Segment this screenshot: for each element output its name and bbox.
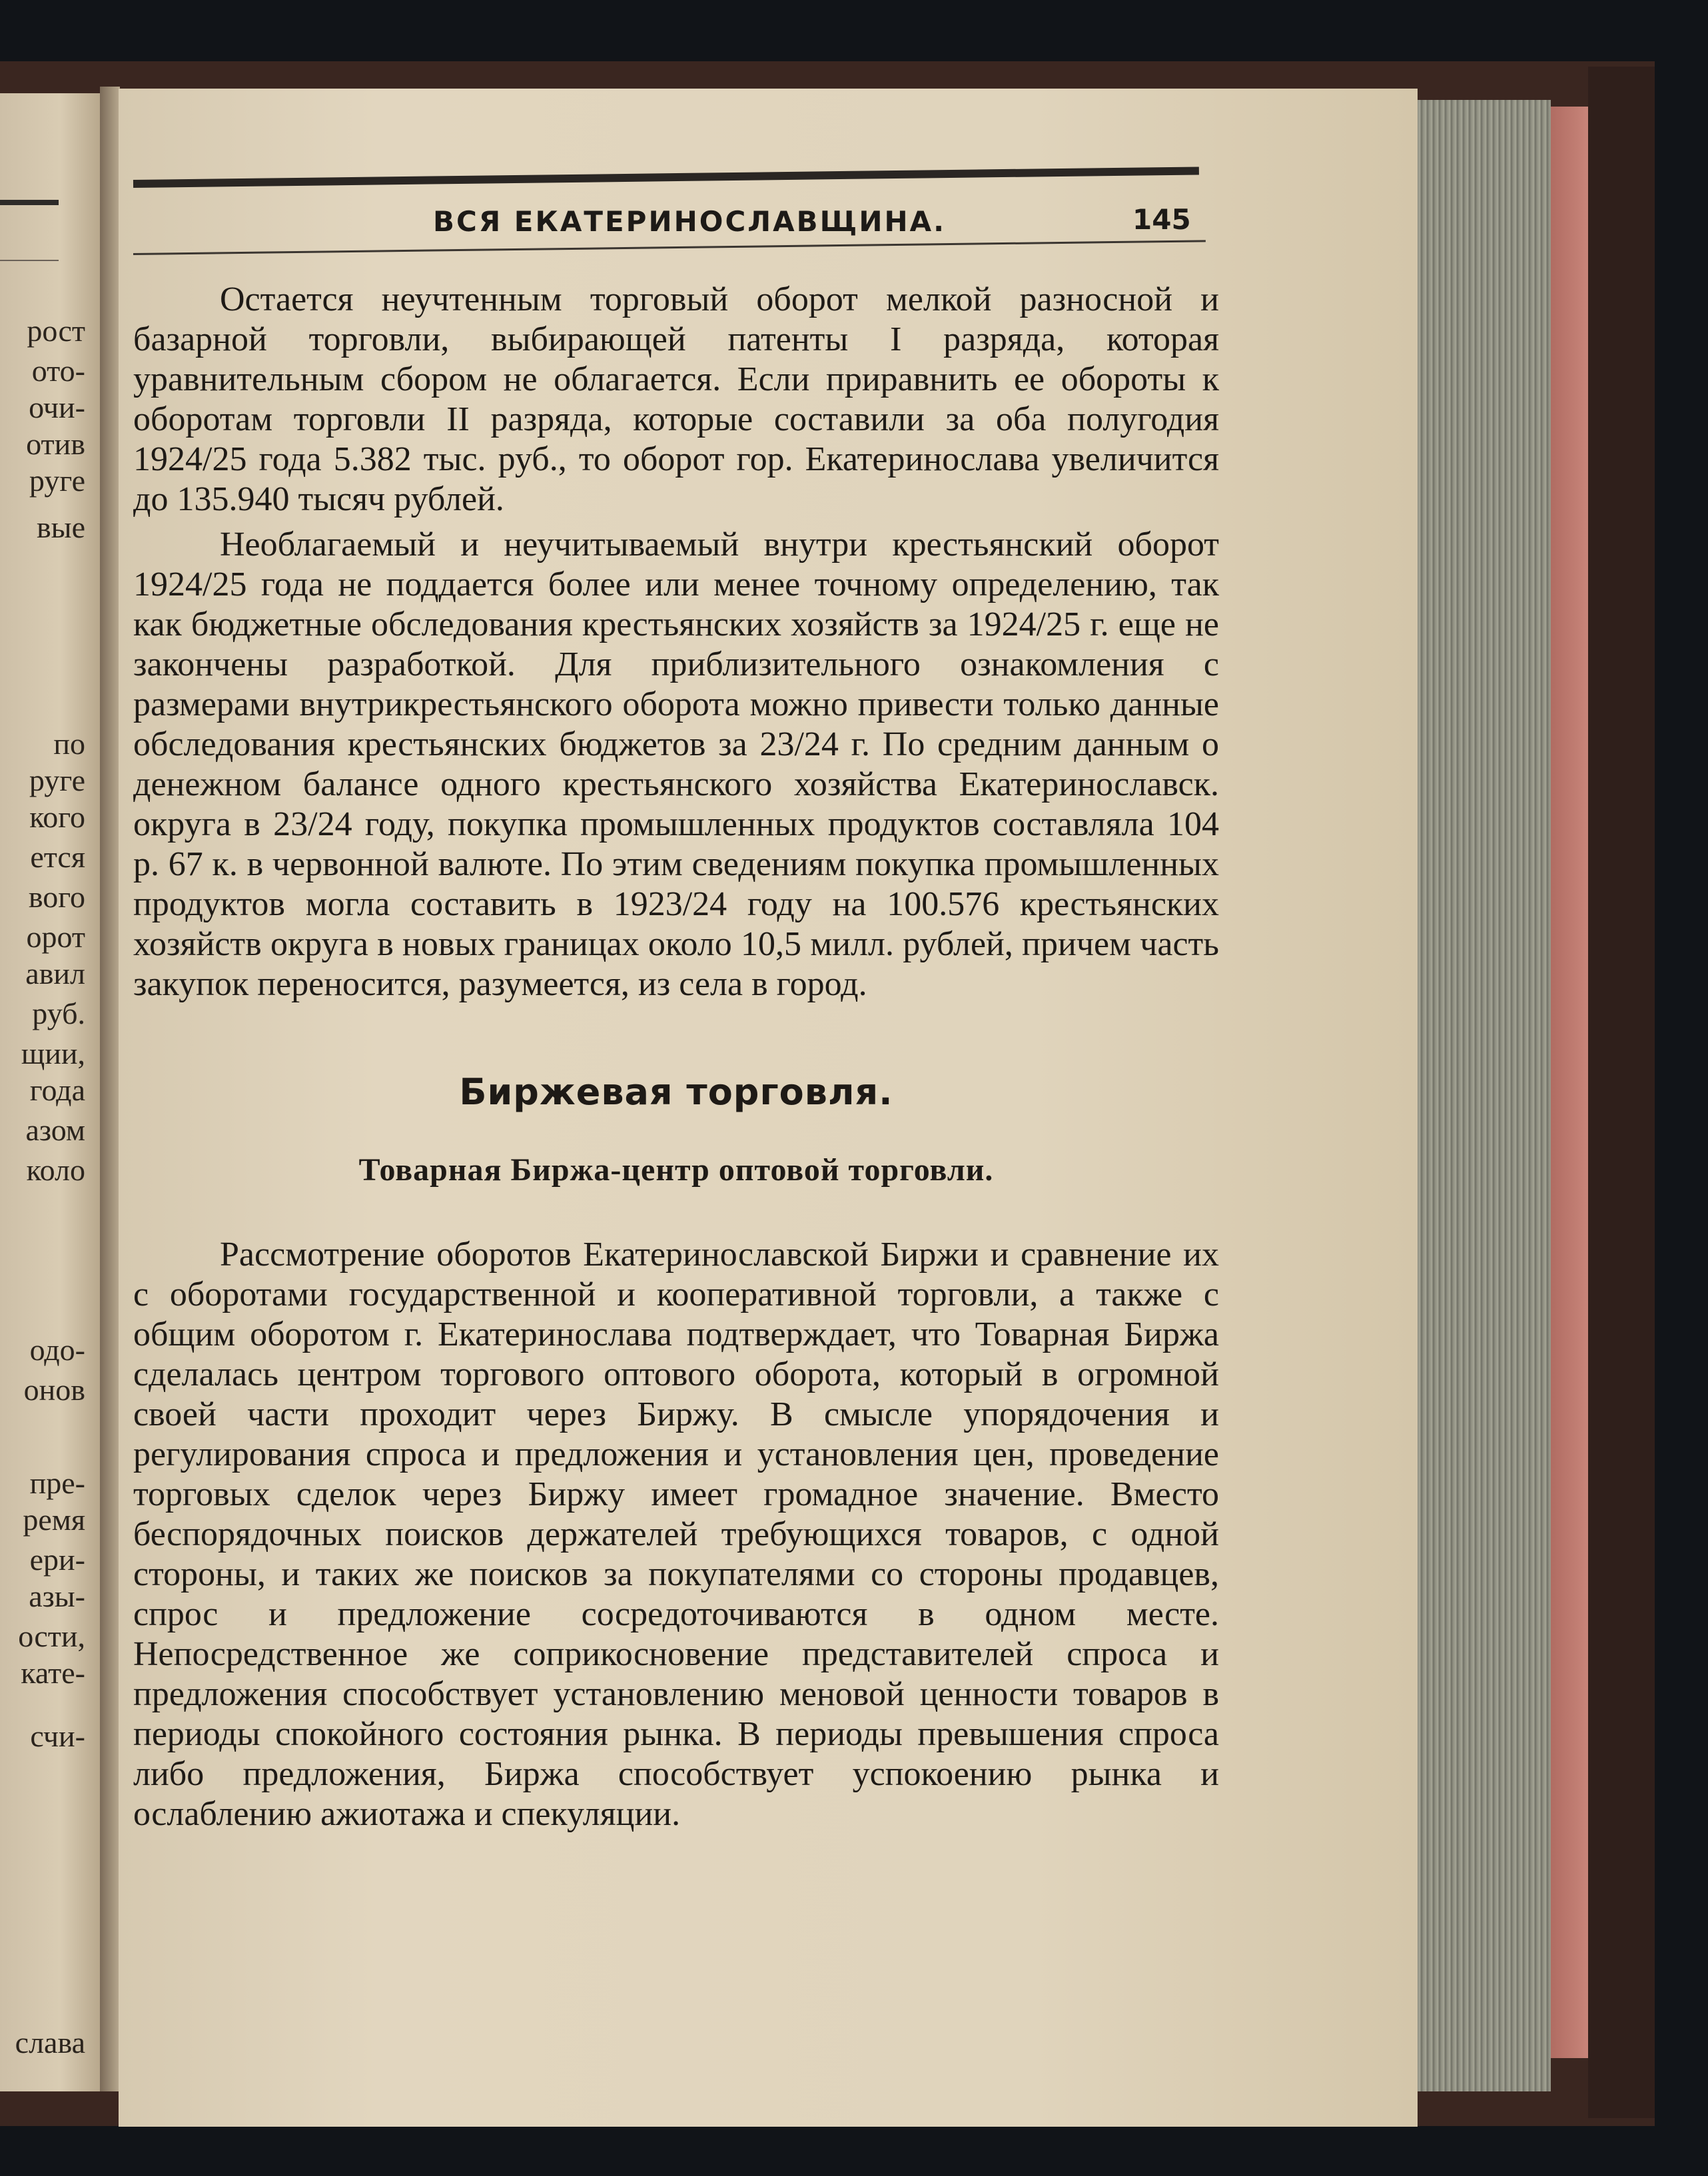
left-page-line-fragment: счи- bbox=[30, 1719, 85, 1753]
left-page-line-fragment: онов bbox=[23, 1373, 85, 1407]
left-page-line-fragment: вые bbox=[36, 510, 85, 544]
left-page-line-fragment: отив bbox=[26, 427, 85, 461]
left-page-line-fragment: пре- bbox=[29, 1466, 85, 1500]
book-cover-edge bbox=[1551, 107, 1588, 2058]
left-page-header-thin-rule bbox=[0, 260, 59, 261]
page-edges bbox=[1418, 100, 1551, 2091]
left-page-line-fragment: ости, bbox=[18, 1619, 85, 1653]
paragraph: Необлагаемый и неучитываемый внутри крестьянский оборот 1924/25 года не поддается более или менее точному определению, так как бюджетные обследования крестьянских хозяйств за 1924/25 г. еще не закончены разработкой. Для приблизительного ознакомления с размерами внутрикрестьянского оборота можно привести только данные обследования крестьянских бюджетов за 23/24 г. По средним данным о денежном балансе одного крестьянского хозяйства Екатеринославск. округа в 23/24 году, покупка промышленных продуктов составляла 104 р. 67 к. в червонной валюте. По этим сведениям покупка промышленных продуктов могла составить в 1923/24 году на 100.576 крестьянских хозяйств округа в новых границах около 10,5 милл. рублей, причем часть закупок переносится, разумеется, из села в город. bbox=[133, 526, 1219, 1003]
left-page-line-fragment: ремя bbox=[23, 1503, 85, 1537]
left-page-line-fragment: ется bbox=[30, 840, 85, 874]
section-paragraph: Рассмотрение оборотов Екатеринославской Биржи и сравнение их с оборотами государственной и кооперативной торговли, а также с общим оборотом г. Екатеринослава подтверждает, что Товарная Биржа сделалась центром торгового оптового оборота, который в огромной своей части проходит через Биржу. В смысле упорядочения и регулирования спроса и предложения и установления цен, проведение торговых сделок через Биржу имеет громадное значение. Вместо беспорядочных поисков держателей требующихся товаров, с одной стороны, и таких же поисков за покупателями со стороны продавцев, спрос и предложение сосредоточиваются в одном месте. Непосредственное же соприкосновение представителей спроса и предложения способствует установлению меновой ценности товаров в периоды спокойного состояния рынка. В периоды превышения спроса либо предложения, Биржа способствует успокоению рынка и ослаблению ажиотажа и спекуляции. bbox=[133, 1236, 1219, 1833]
left-page-line-fragment: руб. bbox=[32, 996, 85, 1030]
left-page-line-fragment: руге bbox=[29, 763, 85, 797]
left-page-line-fragment: вого bbox=[28, 880, 85, 914]
left-page-line-fragment: одо- bbox=[29, 1333, 85, 1367]
left-page-line-fragment: коло bbox=[26, 1153, 85, 1187]
book-cover-back bbox=[1588, 67, 1655, 2118]
left-page-line-fragment: года bbox=[29, 1073, 85, 1107]
left-page-line-fragment: щии, bbox=[21, 1036, 85, 1070]
section-heading: Биржевая торговля. bbox=[459, 1071, 893, 1113]
left-page-line-fragment: очи- bbox=[29, 390, 85, 424]
sub-heading: Товарная Биржа-центр оптовой торговли. bbox=[358, 1152, 994, 1188]
page-number: 145 bbox=[1132, 203, 1191, 236]
left-page-line-fragment: руге bbox=[29, 464, 85, 498]
left-page-line-fragment: азом bbox=[25, 1113, 85, 1147]
left-page-line-fragment: орот bbox=[26, 920, 85, 954]
paragraph: Остается неучтенным торговый оборот мелкой разносной и базарной торговли, выбирающей патенты I разряда, которая уравнительным сбором не облагается. Если приравнить ее обороты к оборотам торговли II разряда, которые составили за оба полугодия 1924/25 года 5.382 тыс. руб., то оборот гор. Екатеринослава увеличится до 135.940 тысяч рублей. bbox=[133, 280, 1219, 518]
left-page-line-fragment: по bbox=[53, 727, 85, 761]
book-gutter bbox=[100, 87, 120, 2091]
left-page-line-fragment: ото- bbox=[31, 354, 85, 388]
left-page-line-fragment: кате- bbox=[21, 1656, 85, 1690]
left-page-line-fragment: слава bbox=[15, 2025, 85, 2059]
running-header-title: ВСЯ ЕКАТЕРИНОСЛАВЩИНА. bbox=[433, 205, 947, 238]
left-page-line-fragment: рост bbox=[27, 314, 85, 348]
left-page-line-fragment: ери- bbox=[29, 1543, 85, 1577]
left-page-header-rule bbox=[0, 200, 59, 205]
left-page-line-fragment: азы- bbox=[29, 1579, 85, 1613]
page-content bbox=[133, 280, 1219, 1834]
left-page-strip bbox=[0, 93, 100, 2091]
left-page-line-fragment: кого bbox=[29, 800, 85, 834]
left-page-line-fragment: авил bbox=[25, 956, 85, 990]
